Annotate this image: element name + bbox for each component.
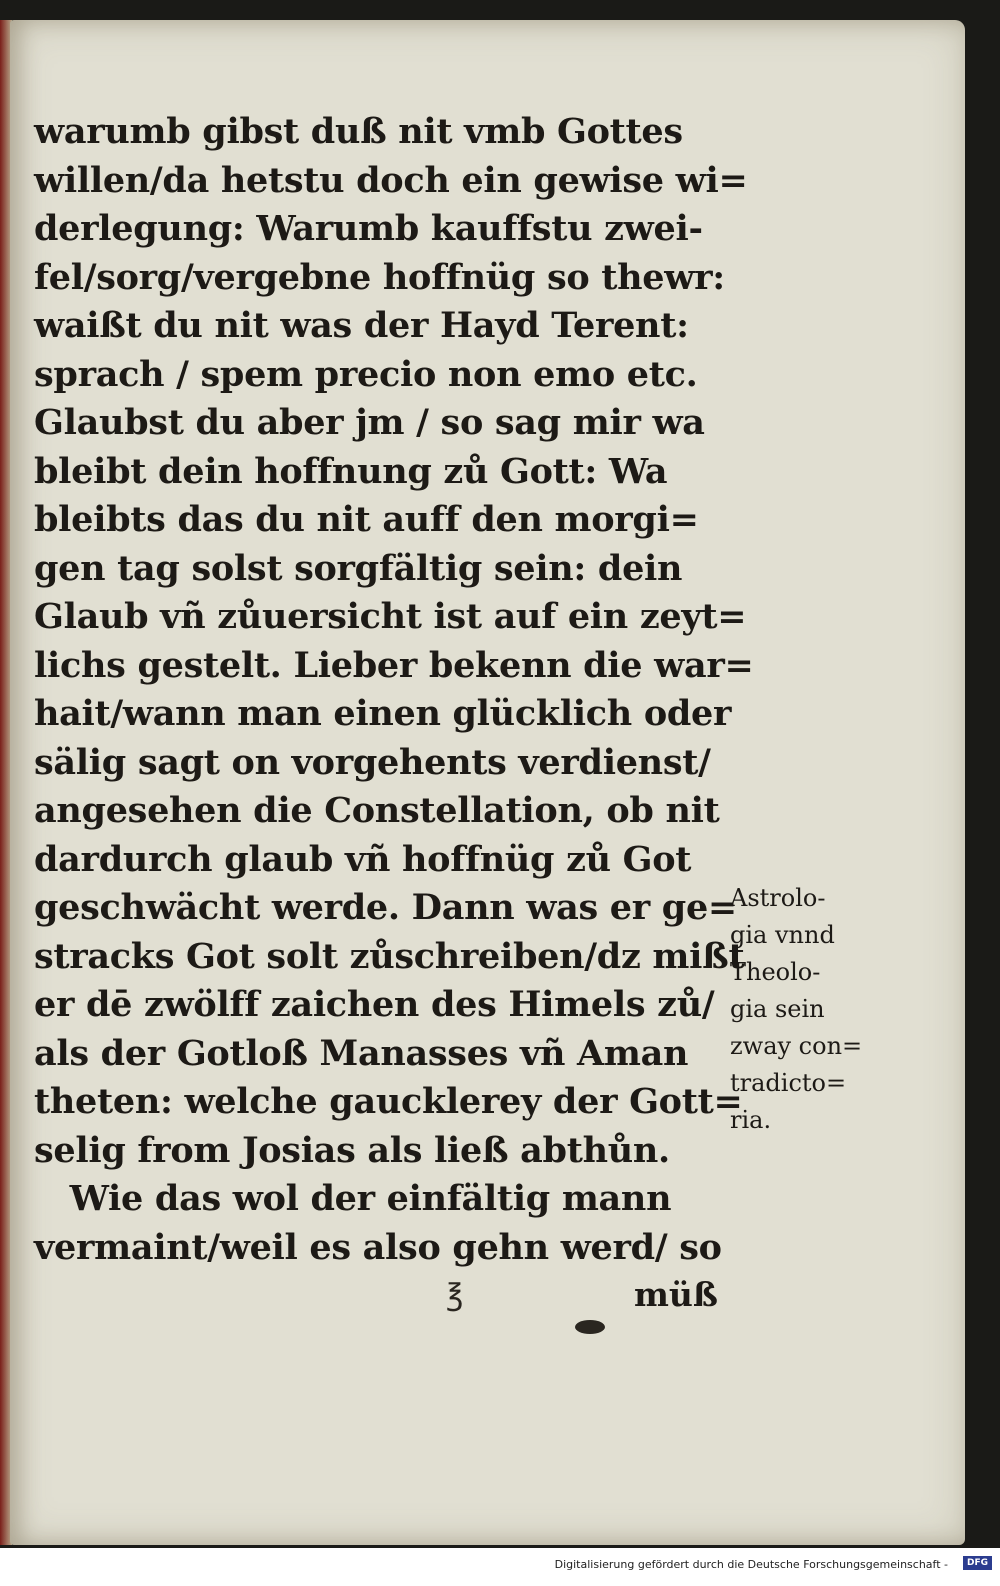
marginal-line: gia sein [730,995,825,1023]
text-line: warumb gibst duß nit vmb Gottes [34,111,683,152]
text-line: dardurch glaub vñ hoffnüg zů Got [34,838,692,880]
text-line: fel/sorg/vergebne hoffnüg so thewr: [34,256,725,298]
marginal-line: gia vnnd [730,921,835,949]
marginal-note [730,880,910,1139]
text-line: er dē zwölff zaichen des Himels zů/ [34,984,715,1025]
text-line: waißt du nit was der Hayd Terent: [34,305,689,346]
text-line: sprach / spem precio non emo etc. [34,353,698,395]
text-line: lichs gestelt. Lieber bekenn die war= [34,644,754,686]
footer-bar [0,1548,1000,1586]
marginal-line: tradicto= [730,1069,847,1097]
ink-smudge [575,1320,605,1334]
text-line: sälig sagt on vorgehents verdienst/ [34,741,711,783]
text-line: als der Gotloß Manasses vñ Aman [34,1032,689,1074]
text-line: derlegung: Warumb kauffstu zwei- [34,208,703,249]
signature-mark: ℥ [446,1278,464,1313]
text-line: angesehen die Constellation, ob nit [34,790,720,831]
text-line: hait/wann man einen glücklich oder [34,693,732,734]
dfg-logo-icon: DFG [963,1556,992,1570]
text-line: bleibts das du nit auff den morgi= [34,499,699,540]
text-line: stracks Got solt zůschreiben/dz mißt [34,935,745,977]
text-line: willen/da hetstu doch ein gewise wi= [34,159,748,201]
text-line: Glaubst du aber jm / so sag mir wa [34,402,705,443]
marginal-line: Astrolo- [730,884,826,912]
footer-credit: Digitalisierung gefördert durch die Deutsche Forschungsgemeinschaft - [554,1558,948,1571]
catchword: müß [634,1275,718,1314]
marginal-line: Theolo- [730,958,821,986]
text-line: theten: welche gaucklerey der Gott= [34,1081,743,1122]
text-line: vermaint/weil es also gehn werd/ so [34,1226,722,1268]
text-line: gen tag solst sorgfältig sein: dein [34,547,683,589]
text-line: selig from Josias als ließ abthůn. [34,1129,670,1171]
text-line: Glaub vñ zůuersicht ist auf ein zeyt= [34,596,747,637]
text-line: bleibt dein hoffnung zů Gott: Wa [34,450,668,492]
text-line: geschwächt werde. Dann was er ge= [34,887,737,928]
text-line: Wie das wol der einfältig mann [34,1178,672,1219]
marginal-line: ria. [730,1106,772,1134]
marginal-line: zway con= [730,1032,863,1060]
